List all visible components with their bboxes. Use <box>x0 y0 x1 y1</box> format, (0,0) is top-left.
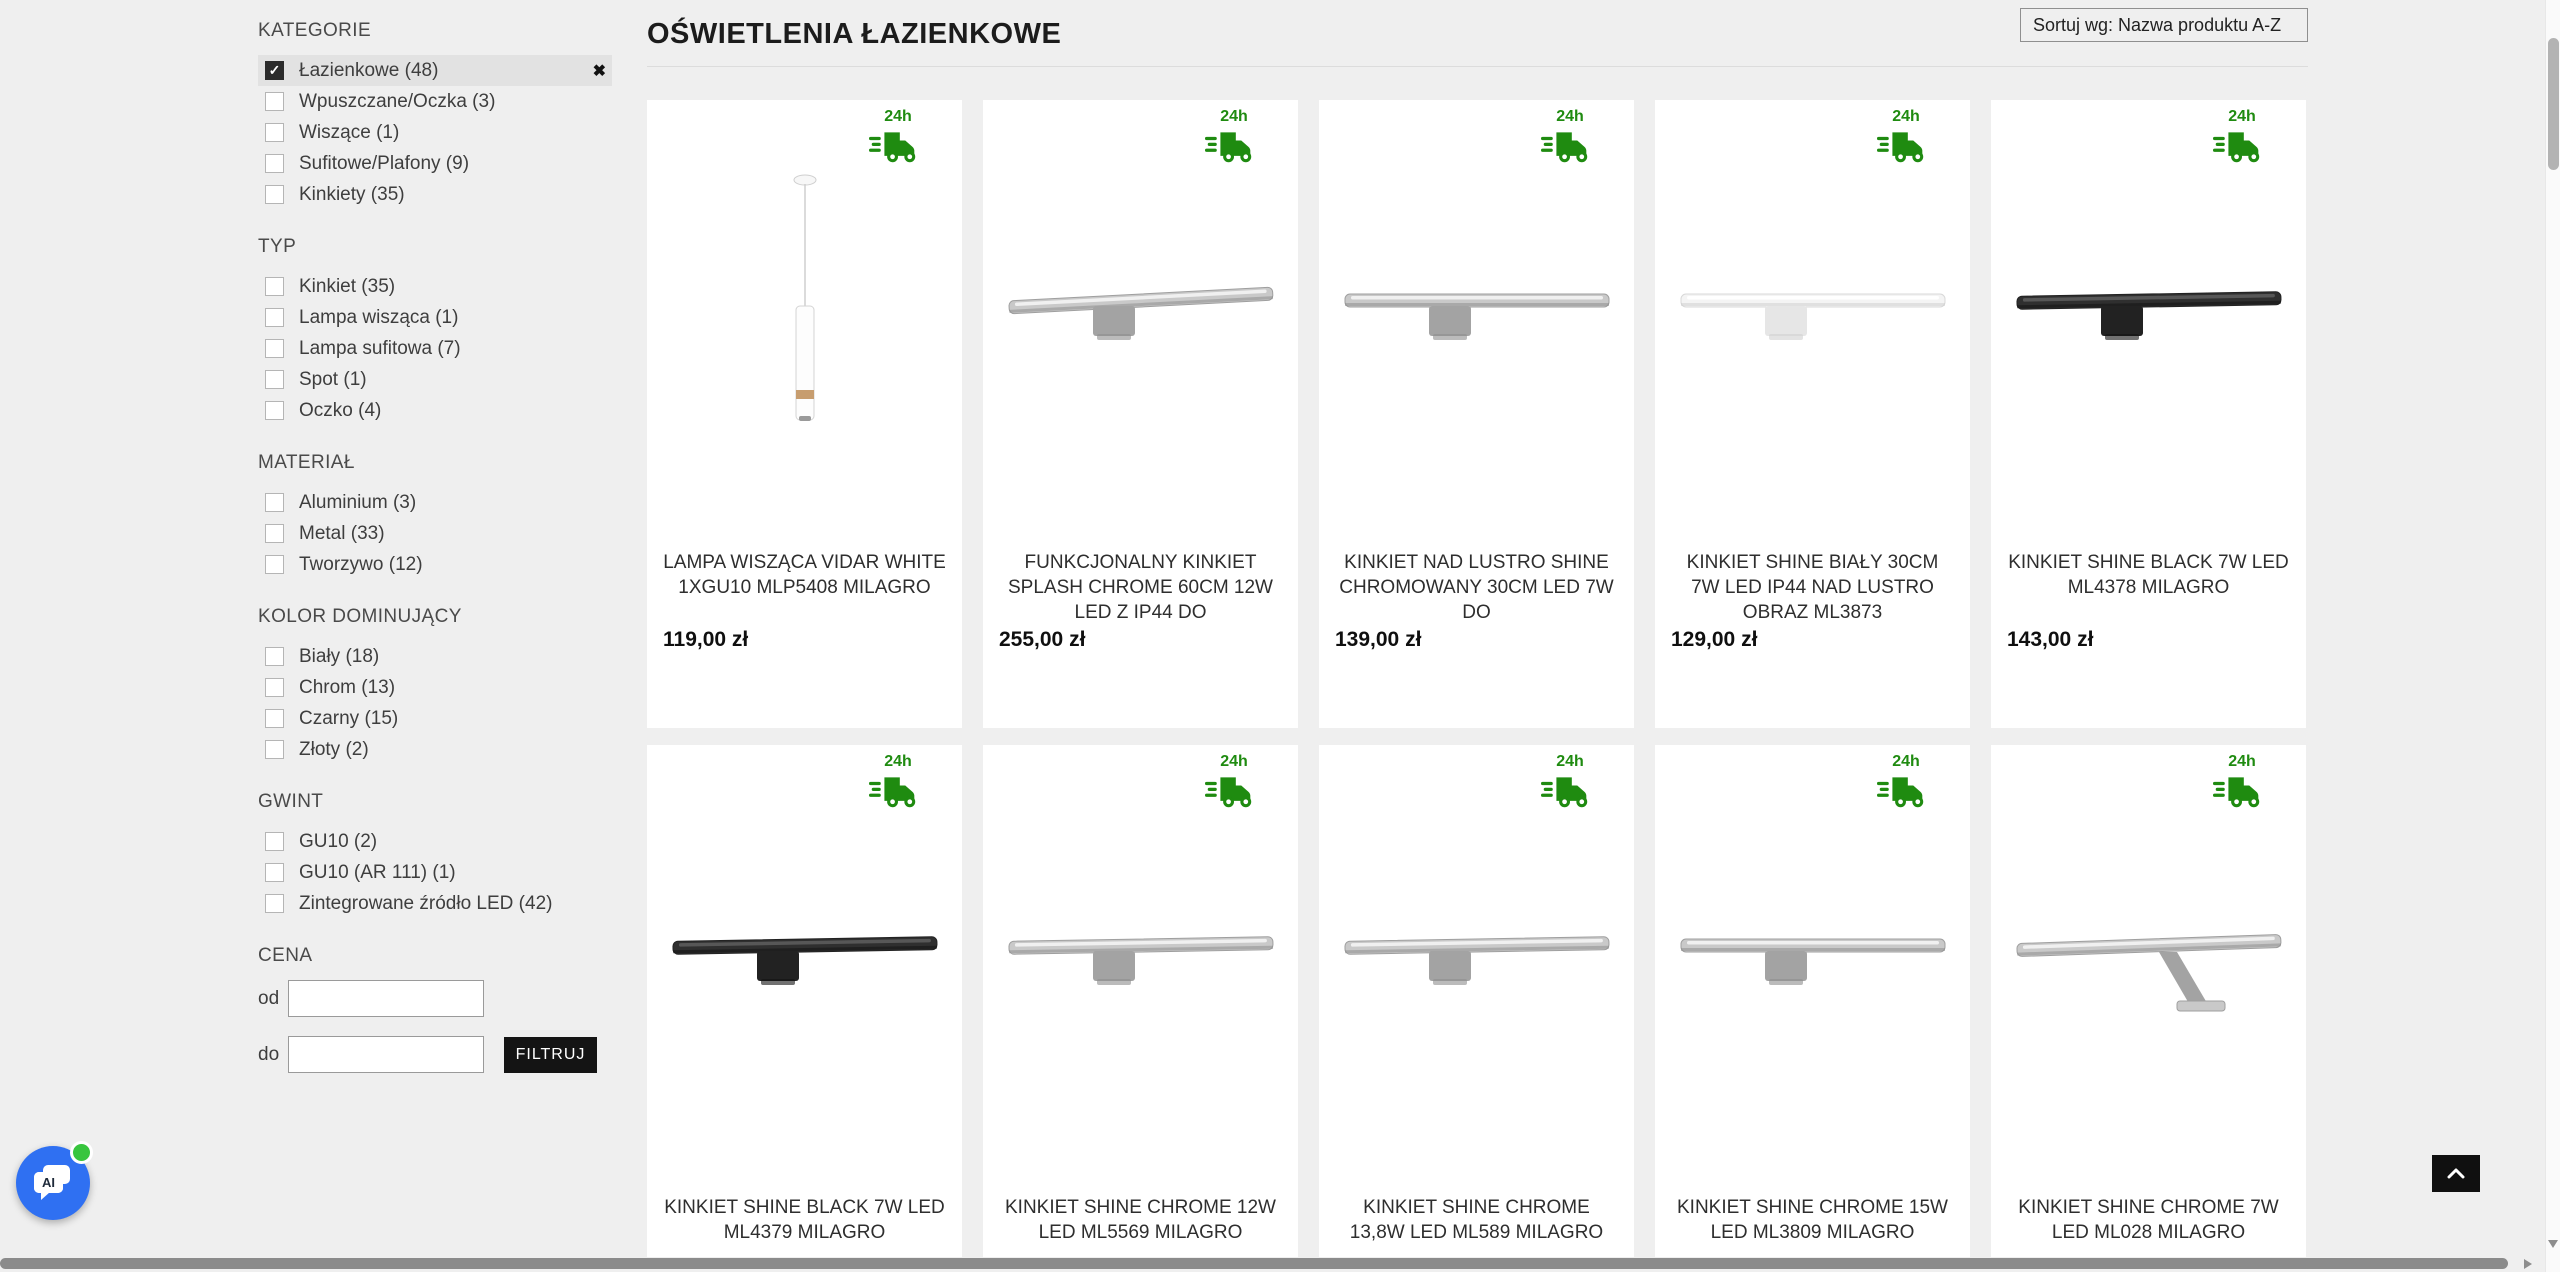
delivery-badge <box>1870 108 1942 170</box>
filter-sidebar <box>258 20 612 1099</box>
filter-option-label: Lampa sufitowa (7) <box>299 337 461 359</box>
checkbox[interactable] <box>265 154 284 173</box>
main-header <box>647 0 2308 67</box>
checkbox[interactable] <box>265 647 284 666</box>
product-card[interactable] <box>983 745 1298 1272</box>
product-title[interactable]: LAMPA WISZĄCA VIDAR WHITE 1XGU10 MLP5408 MILAGRO <box>663 552 946 598</box>
checkbox[interactable] <box>265 370 284 389</box>
filter-option[interactable] <box>258 395 612 426</box>
filter-option[interactable] <box>258 826 612 857</box>
delivery-truck-icon <box>2213 125 2271 165</box>
filter-option[interactable] <box>258 734 612 765</box>
delivery-truck-icon <box>1541 770 1599 810</box>
price-to-row <box>258 1036 612 1073</box>
filter-option-label: Wiszące (1) <box>299 121 400 143</box>
checkbox[interactable] <box>265 493 284 512</box>
filter-option[interactable] <box>258 549 612 580</box>
delivery-badge-label: 24h <box>1220 753 1248 770</box>
delivery-badge-label: 24h <box>1556 753 1584 770</box>
filter-option[interactable] <box>258 703 612 734</box>
product-price: 119,00 zł <box>663 628 749 651</box>
product-photo <box>1337 895 1617 1045</box>
filter-section <box>258 20 612 210</box>
chat-bubbles-icon <box>30 1162 76 1204</box>
delivery-badge-label: 24h <box>1892 108 1920 125</box>
filter-section <box>258 606 612 765</box>
filter-option-label: Łazienkowe (48) <box>299 59 439 81</box>
filter-option-label: Czarny (15) <box>299 707 399 729</box>
filter-option[interactable] <box>258 487 612 518</box>
filter-option[interactable] <box>258 55 612 86</box>
filter-sections <box>258 20 612 919</box>
product-photo <box>1673 895 1953 1045</box>
product-price: 139,00 zł <box>1335 628 1422 651</box>
delivery-truck-icon <box>1877 770 1935 810</box>
product-title[interactable]: KINKIET SHINE CHROME 13,8W LED ML589 MILAGRO <box>1349 1197 1604 1243</box>
filter-option-label: Biały (18) <box>299 645 380 667</box>
delivery-badge <box>1870 753 1942 815</box>
filter-option[interactable] <box>258 518 612 549</box>
delivery-truck-icon <box>1205 770 1263 810</box>
delivery-badge <box>1534 108 1606 170</box>
chevron-up-icon <box>2447 1168 2465 1179</box>
delivery-truck-icon <box>2213 770 2271 810</box>
product-card[interactable] <box>1991 100 2306 728</box>
product-title[interactable]: FUNKCJONALNY KINKIET SPLASH CHROME 60CM 12W LED Z IP44 DO <box>1007 552 1273 623</box>
filter-option[interactable] <box>258 857 612 888</box>
svg-text:AI: AI <box>42 1175 55 1190</box>
product-photo <box>2009 250 2289 400</box>
filter-section-title: GWINT <box>258 791 324 812</box>
checkbox[interactable] <box>265 832 284 851</box>
filter-section <box>258 452 612 580</box>
product-title[interactable]: KINKIET SHINE BLACK 7W LED ML4379 MILAGRO <box>664 1197 945 1243</box>
filter-option-label: Zintegrowane źródło LED (42) <box>299 892 553 914</box>
filter-option-label: GU10 (2) <box>299 830 378 852</box>
checkbox-checked-icon[interactable]: ✓ <box>265 61 284 80</box>
delivery-truck-icon <box>1205 125 1263 165</box>
filter-option-label: Kinkiety (35) <box>299 183 405 205</box>
horizontal-scrollbar-thumb[interactable] <box>0 1258 2508 1269</box>
online-status-dot <box>70 1141 93 1164</box>
scroll-right-arrow-icon[interactable] <box>2524 1259 2532 1269</box>
filter-section-title: MATERIAŁ <box>258 452 355 473</box>
product-title[interactable]: KINKIET NAD LUSTRO SHINE CHROMOWANY 30CM LED 7W DO <box>1339 552 1614 623</box>
delivery-truck-icon <box>1541 125 1599 165</box>
page-title: OŚWIETLENIA ŁAZIENKOWE <box>647 18 1062 50</box>
product-title[interactable]: KINKIET SHINE CHROME 7W LED ML028 MILAGRO <box>2018 1197 2279 1243</box>
product-card[interactable] <box>1991 745 2306 1272</box>
filter-option-label: Kinkiet (35) <box>299 275 396 297</box>
filter-option[interactable] <box>258 179 612 210</box>
delivery-truck-icon <box>1877 125 1935 165</box>
delivery-badge-label: 24h <box>1892 753 1920 770</box>
chat-widget-button[interactable] <box>16 1146 90 1220</box>
vertical-scrollbar-thumb[interactable] <box>2548 38 2559 170</box>
remove-filter-icon[interactable]: ✖ <box>592 62 606 80</box>
price-to-input[interactable] <box>288 1036 484 1073</box>
delivery-badge <box>1198 108 1270 170</box>
horizontal-scrollbar[interactable] <box>0 1257 2545 1272</box>
product-photo <box>665 895 945 1045</box>
delivery-badge <box>1198 753 1270 815</box>
scroll-to-top-button[interactable] <box>2432 1155 2480 1192</box>
main-content <box>647 0 2308 1272</box>
product-photo <box>2009 895 2289 1045</box>
sort-select[interactable]: Sortuj wg: Nazwa produktu A-Z <box>2020 8 2308 42</box>
delivery-badge-label: 24h <box>884 108 912 125</box>
checkbox[interactable] <box>265 339 284 358</box>
delivery-badge <box>862 108 934 170</box>
filter-option-label: GU10 (AR 111) (1) <box>299 861 456 883</box>
filter-section-price <box>258 945 612 1073</box>
delivery-badge-label: 24h <box>1220 108 1248 125</box>
scroll-down-arrow-icon[interactable] <box>2548 1240 2558 1248</box>
filter-section <box>258 236 612 426</box>
product-photo <box>735 170 875 480</box>
product-photo <box>1673 250 1953 400</box>
filter-option[interactable] <box>258 86 612 117</box>
filter-option-label: Lampa wisząca (1) <box>299 306 459 328</box>
vertical-scrollbar[interactable] <box>2545 0 2560 1272</box>
filter-option[interactable] <box>258 672 612 703</box>
filter-option[interactable] <box>258 888 612 919</box>
price-from-input[interactable] <box>288 980 484 1017</box>
product-photo <box>1001 895 1281 1045</box>
filter-option[interactable] <box>258 302 612 333</box>
filter-section-title: CENA <box>258 945 313 966</box>
checkbox[interactable] <box>265 740 284 759</box>
filter-option[interactable] <box>258 364 612 395</box>
filter-option-label: Tworzywo (12) <box>299 553 423 575</box>
checkbox[interactable] <box>265 863 284 882</box>
filter-option-label: Wpuszczane/Oczka (3) <box>299 90 496 112</box>
product-card[interactable] <box>647 745 962 1272</box>
delivery-badge-label: 24h <box>2228 753 2256 770</box>
filter-option[interactable] <box>258 641 612 672</box>
filter-option-label: Oczko (4) <box>299 399 382 421</box>
product-title[interactable]: KINKIET SHINE BLACK 7W LED ML4378 MILAGRO <box>2008 552 2289 598</box>
checkbox[interactable] <box>265 894 284 913</box>
filter-option-label: Aluminium (3) <box>299 491 417 513</box>
product-photo <box>1337 250 1617 400</box>
checkbox[interactable] <box>265 92 284 111</box>
product-card[interactable] <box>647 100 962 728</box>
product-price: 255,00 zł <box>999 628 1086 651</box>
checkbox[interactable] <box>265 709 284 728</box>
filter-option-label: Spot (1) <box>299 368 367 390</box>
filter-option[interactable] <box>258 271 612 302</box>
filter-section <box>258 791 612 919</box>
checkbox[interactable] <box>265 185 284 204</box>
filter-section-title: KATEGORIE <box>258 20 372 41</box>
delivery-badge <box>1534 753 1606 815</box>
checkbox[interactable] <box>265 678 284 697</box>
filter-option-label: Metal (33) <box>299 522 385 544</box>
delivery-badge <box>2206 108 2278 170</box>
checkbox[interactable] <box>265 401 284 420</box>
product-title[interactable]: KINKIET SHINE BIAŁY 30CM 7W LED IP44 NAD LUSTRO OBRAZ ML3873 <box>1686 552 1939 623</box>
delivery-badge-label: 24h <box>1556 108 1584 125</box>
product-title[interactable]: KINKIET SHINE CHROME 12W LED ML5569 MILAGRO <box>1005 1197 1276 1243</box>
filter-option-label: Złoty (2) <box>299 738 369 760</box>
product-card[interactable] <box>1655 100 1970 728</box>
price-to-label: do <box>258 1043 280 1065</box>
delivery-badge-label: 24h <box>2228 108 2256 125</box>
product-title[interactable]: KINKIET SHINE CHROME 15W LED ML3809 MILAGRO <box>1677 1197 1948 1243</box>
delivery-badge-label: 24h <box>884 753 912 770</box>
checkbox[interactable] <box>265 524 284 543</box>
checkbox[interactable] <box>265 277 284 296</box>
filter-option[interactable] <box>258 333 612 364</box>
product-card[interactable] <box>1319 100 1634 728</box>
filter-option-label: Sufitowe/Plafony (9) <box>299 152 470 174</box>
filter-option-label: Chrom (13) <box>299 676 396 698</box>
delivery-badge <box>862 753 934 815</box>
delivery-truck-icon <box>869 770 927 810</box>
checkbox[interactable] <box>265 555 284 574</box>
filter-section-title: KOLOR DOMINUJĄCY <box>258 606 462 627</box>
product-card[interactable] <box>1655 745 1970 1272</box>
filter-button[interactable]: FILTRUJ <box>504 1037 597 1073</box>
product-grid <box>647 100 2308 1272</box>
price-from-row <box>258 980 612 1017</box>
checkbox[interactable] <box>265 123 284 142</box>
filter-option[interactable] <box>258 148 612 179</box>
delivery-badge <box>2206 753 2278 815</box>
price-from-label: od <box>258 987 280 1009</box>
delivery-truck-icon <box>869 125 927 165</box>
checkbox[interactable] <box>265 308 284 327</box>
product-photo <box>1001 250 1281 400</box>
product-card[interactable] <box>1319 745 1634 1272</box>
product-card[interactable] <box>983 100 1298 728</box>
product-price: 129,00 zł <box>1671 628 1758 651</box>
filter-option[interactable] <box>258 117 612 148</box>
filter-section-title: TYP <box>258 236 297 257</box>
product-price: 143,00 zł <box>2007 628 2094 651</box>
